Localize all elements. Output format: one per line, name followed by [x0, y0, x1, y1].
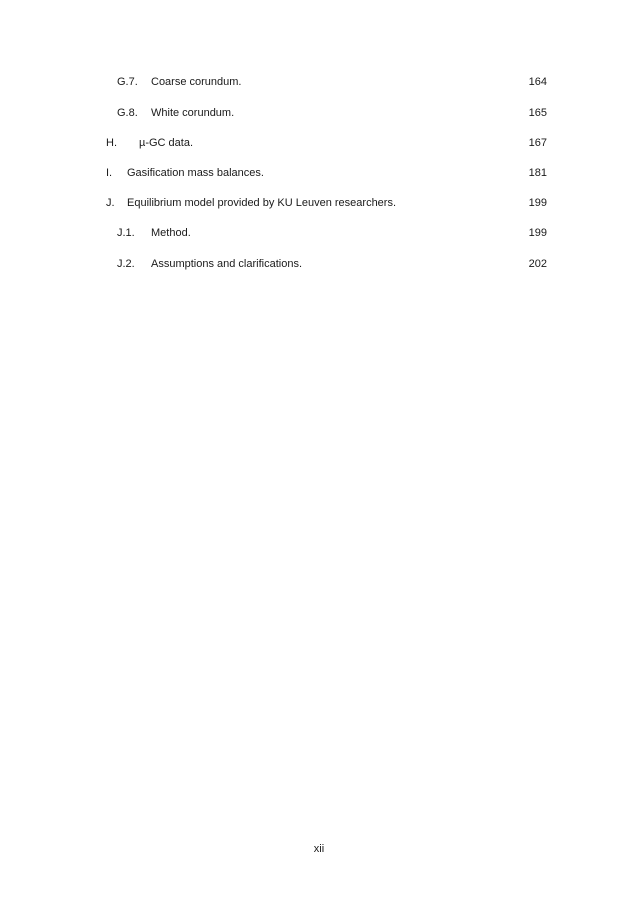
toc-entry-page: 199 [528, 227, 547, 239]
toc-entry-page: 165 [528, 107, 547, 119]
toc-entry-title: Coarse corundum. [151, 76, 242, 88]
toc-entry-title: White corundum. [151, 107, 235, 119]
toc-entry-title: Equilibrium model provided by KU Leuven researchers. [127, 197, 397, 209]
toc-entry-number: H. [106, 137, 117, 149]
toc-entry-i [0, 166, 638, 180]
toc-entry-number: G.8. [117, 107, 138, 119]
toc-entry-page: 164 [528, 76, 547, 88]
toc-entry-number: J. [106, 197, 115, 209]
toc-entry-title: µ-GC data. [139, 137, 194, 149]
page-number: xii [313, 843, 325, 855]
toc-entry-g7 [0, 75, 638, 89]
toc-entry-number: J.1. [117, 227, 135, 239]
toc-entry-page: 202 [528, 258, 547, 270]
toc-entry-number: J.2. [117, 258, 135, 270]
toc-entry-page: 167 [528, 137, 547, 149]
toc-entry-j2 [0, 257, 638, 271]
toc-entry-h [0, 136, 638, 150]
toc-entry-title: Assumptions and clarifications. [151, 258, 303, 270]
toc-entry-title: Gasification mass balances. [127, 167, 264, 179]
toc-entry-number: I. [106, 167, 113, 179]
toc-entry-g8 [0, 106, 638, 120]
toc-entry-j [0, 196, 638, 210]
toc-entry-title: Method. [151, 227, 191, 239]
toc-entry-page: 199 [528, 197, 547, 209]
toc-entry-page: 181 [528, 167, 547, 179]
toc-entry-j1 [0, 226, 638, 240]
toc-entry-number: G.7. [117, 76, 138, 88]
